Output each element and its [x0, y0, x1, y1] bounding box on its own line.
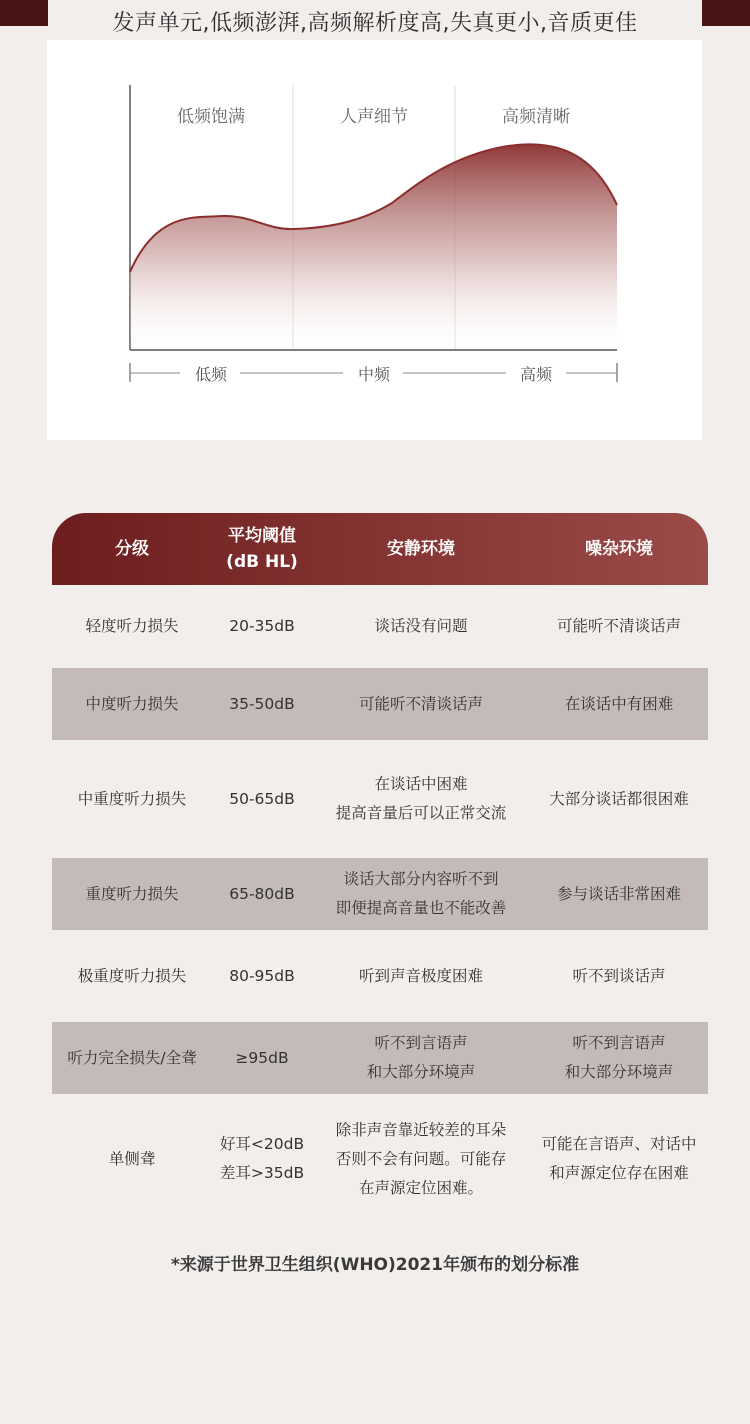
cell-threshold — [212, 962, 312, 991]
table-row — [52, 585, 708, 668]
table-row — [52, 1094, 708, 1224]
cell-line: 和大部分环境声 — [564, 1063, 674, 1081]
cell-line: 50-65dB — [229, 789, 295, 808]
cell-line: 80-95dB — [229, 966, 295, 985]
headline: 发声单元,低频澎湃,高频解析度高,失真更小,音质更佳 — [112, 11, 638, 36]
frequency-curve-illustration — [47, 40, 702, 440]
cell-line: 否则不会有问题。可能存 — [335, 1149, 507, 1168]
table-row — [52, 930, 708, 1022]
cell-line: 除非声音靠近较差的耳朵 — [335, 1120, 507, 1139]
cell-quiet — [312, 612, 530, 641]
cell-line: 中度听力损失 — [85, 694, 179, 713]
cell-line: 大部分谈话都很困难 — [549, 789, 689, 808]
cell-quiet — [312, 1116, 530, 1203]
cell-grade — [52, 1044, 212, 1073]
cell-threshold — [212, 612, 312, 641]
frequency-response-card — [47, 40, 702, 440]
cell-noisy — [530, 962, 708, 991]
cell-grade — [52, 880, 212, 909]
hearing-loss-table — [52, 513, 708, 1224]
cell-grade — [52, 962, 212, 991]
cell-threshold — [212, 1130, 312, 1188]
cell-threshold — [212, 690, 312, 719]
cell-noisy — [530, 690, 708, 719]
cell-line: 可能听不清谈话声 — [556, 617, 681, 635]
cell-noisy — [530, 880, 708, 909]
table-row — [52, 1022, 708, 1094]
cell-quiet — [312, 962, 530, 991]
source-footnote: *来源于世界卫生组织(WHO)2021年颁布的划分标准 — [170, 1255, 580, 1275]
cell-grade — [52, 612, 212, 641]
table-row — [52, 668, 708, 740]
cell-line: 在声源定位困难。 — [358, 1178, 483, 1197]
cell-line: ≥95dB — [235, 1048, 289, 1067]
cell-line: 35-50dB — [229, 694, 295, 713]
cell-grade — [52, 1145, 212, 1174]
cell-line: 单侧聋 — [108, 1149, 156, 1168]
cell-line: 好耳<20dB — [219, 1135, 305, 1153]
cell-line: 和声源定位存在困难 — [549, 1164, 689, 1182]
cell-line: 谈话大部分内容听不到 — [343, 870, 499, 888]
table-body — [52, 585, 708, 1224]
cell-line: 谈话没有问题 — [374, 617, 468, 635]
cell-line: 和大部分环境声 — [366, 1063, 476, 1081]
cell-quiet — [312, 770, 530, 828]
cell-line: 在谈话中困难 — [374, 775, 468, 793]
table-row — [52, 858, 708, 930]
cell-noisy — [530, 1029, 708, 1087]
cell-line: 听力完全损失/全聋 — [67, 1048, 197, 1067]
cell-noisy — [530, 612, 708, 641]
cell-threshold — [212, 1044, 312, 1073]
header-quiet: 安静环境 — [387, 539, 455, 559]
axis-label-high: 高频 — [519, 365, 553, 384]
cell-quiet — [312, 1029, 530, 1087]
cell-grade — [52, 785, 212, 814]
cell-line: 极重度听力损失 — [77, 966, 187, 985]
zone-label-high: 高频清晰 — [502, 107, 570, 127]
cell-line: 提高音量后可以正常交流 — [335, 804, 507, 822]
response-area — [130, 144, 617, 350]
cell-line: 在谈话中有困难 — [564, 694, 674, 713]
cell-quiet — [312, 690, 530, 719]
axis-label-mid: 中频 — [357, 365, 391, 384]
cell-noisy — [530, 1130, 708, 1188]
header-grade: 分级 — [115, 539, 149, 559]
zone-label-mid: 人声细节 — [340, 107, 408, 127]
cell-line: 听不到谈话声 — [572, 966, 666, 985]
cell-line: 听不到言语声 — [374, 1034, 468, 1052]
axis-label-low: 低频 — [194, 365, 228, 384]
cell-line: 可能听不清谈话声 — [358, 694, 483, 713]
table-row — [52, 740, 708, 858]
cell-line: 差耳>35dB — [219, 1164, 305, 1182]
cell-line: 听不到言语声 — [572, 1034, 666, 1052]
cell-line: 可能在言语声、对话中 — [541, 1135, 697, 1153]
cell-line: 中重度听力损失 — [77, 789, 187, 808]
cell-threshold — [212, 880, 312, 909]
cell-quiet — [312, 865, 530, 923]
cell-line: 重度听力损失 — [85, 884, 179, 903]
header-threshold: 平均阈值 (dB HL) — [226, 526, 298, 572]
table-header — [52, 513, 708, 585]
cell-line: 听到声音极度困难 — [358, 966, 483, 985]
cell-line: 20-35dB — [229, 617, 295, 635]
header-noisy: 噪杂环境 — [585, 539, 653, 559]
cell-threshold — [212, 785, 312, 814]
cell-line: 65-80dB — [229, 884, 295, 903]
cell-line: 参与谈话非常困难 — [556, 884, 681, 903]
cell-line: 即便提高音量也不能改善 — [335, 899, 507, 917]
zone-label-low: 低频饱满 — [177, 107, 245, 127]
cell-line: 轻度听力损失 — [85, 617, 179, 635]
cell-grade — [52, 690, 212, 719]
cell-noisy — [530, 785, 708, 814]
